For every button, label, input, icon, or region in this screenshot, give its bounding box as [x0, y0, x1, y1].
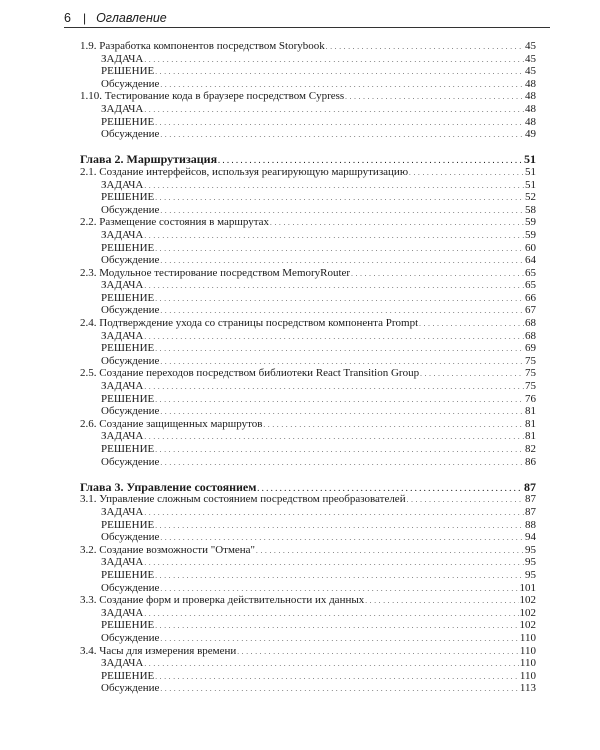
- dot-leader: [144, 229, 524, 243]
- toc-subsection[interactable]: [80, 670, 536, 683]
- chapter-gap: [80, 468, 536, 481]
- toc-entry-page: 51: [525, 178, 536, 191]
- toc-entry-label: Обсуждение: [101, 77, 160, 90]
- toc-entry-label: ЗАДАЧА: [101, 228, 144, 241]
- toc-subsection[interactable]: [80, 53, 536, 66]
- toc-entry-label: 3.3. Создание форм и проверка действительности их данных: [80, 594, 365, 607]
- toc-entry-label: ЗАДАЧА: [101, 606, 144, 619]
- toc-entry-page: 110: [519, 631, 536, 644]
- toc-entry-page: 51: [524, 152, 536, 167]
- dot-leader: [155, 393, 524, 407]
- toc-entry-label: ЗАДАЧА: [101, 556, 144, 569]
- dot-leader: [420, 367, 524, 381]
- dot-leader: [160, 355, 524, 369]
- toc-entry-page: 45: [525, 40, 536, 52]
- toc-subsection[interactable]: [80, 128, 536, 141]
- toc-entry-page: 60: [525, 241, 536, 254]
- toc-subsection[interactable]: [80, 456, 536, 469]
- toc-entry-page: 51: [525, 165, 536, 178]
- dot-leader: [155, 292, 524, 306]
- toc-chapter[interactable]: [80, 153, 536, 166]
- dot-leader: [155, 116, 524, 130]
- dot-leader: [155, 519, 524, 533]
- toc-entry-page: 95: [525, 543, 536, 556]
- toc-subsection[interactable]: [80, 292, 536, 305]
- toc-entry-page: 102: [519, 606, 536, 619]
- dot-leader: [155, 342, 524, 356]
- toc-subsection[interactable]: [80, 619, 536, 632]
- toc-entry-label: 1.10. Тестирование кода в браузере посредством Cypress: [80, 90, 345, 103]
- toc-subsection[interactable]: [80, 229, 536, 242]
- toc-subsection[interactable]: [80, 582, 536, 595]
- dot-leader: [144, 556, 524, 570]
- toc-entry-page: 52: [525, 191, 536, 204]
- toc-section[interactable]: [80, 166, 536, 179]
- toc-subsection[interactable]: [80, 78, 536, 91]
- toc-subsection[interactable]: [80, 380, 536, 393]
- toc-section[interactable]: [80, 594, 536, 607]
- toc-entry-page: 66: [525, 291, 536, 304]
- running-header: [64, 9, 550, 26]
- toc-entry-label: РЕШЕНИЕ: [101, 342, 155, 355]
- toc-subsection[interactable]: [80, 430, 536, 443]
- toc-entry-label: РЕШЕНИЕ: [101, 65, 155, 78]
- toc-section[interactable]: [80, 418, 536, 431]
- toc-section[interactable]: [80, 493, 536, 506]
- dot-leader: [160, 582, 518, 596]
- toc-subsection[interactable]: [80, 103, 536, 116]
- toc-entry-page: 95: [525, 568, 536, 581]
- dot-leader: [155, 443, 524, 457]
- toc-entry-label: РЕШЕНИЕ: [101, 619, 155, 632]
- header-separator: |: [82, 10, 87, 25]
- toc-entry-label: 3.1. Управление сложным состоянием посредством преобразователей: [80, 493, 406, 506]
- toc-entry-label: РЕШЕНИЕ: [101, 191, 155, 204]
- toc-entry-label: ЗАДАЧА: [101, 178, 144, 191]
- toc-subsection[interactable]: [80, 254, 536, 267]
- dot-leader: [160, 128, 524, 142]
- toc-entry-label: 2.6. Создание защищенных маршрутов: [80, 417, 263, 430]
- dot-leader: [256, 544, 524, 558]
- toc-entry-label: ЗАДАЧА: [101, 430, 144, 443]
- toc-entry-page: 86: [525, 455, 536, 468]
- dot-leader: [160, 632, 519, 646]
- toc-subsection[interactable]: [80, 330, 536, 343]
- dot-leader: [155, 65, 524, 79]
- toc-entry-page: 65: [525, 266, 536, 279]
- toc-entry-label: Обсуждение: [101, 581, 160, 594]
- dot-leader: [419, 317, 524, 331]
- toc-subsection[interactable]: [80, 657, 536, 670]
- toc-entry-page: 64: [525, 254, 536, 267]
- toc-entry-page: 102: [519, 619, 536, 632]
- dot-leader: [160, 254, 524, 268]
- toc-entry-label: Обсуждение: [101, 354, 160, 367]
- dot-leader: [160, 304, 524, 318]
- toc-entry-label: Обсуждение: [101, 455, 160, 468]
- dot-leader: [155, 191, 524, 205]
- toc-chapter[interactable]: [80, 481, 536, 494]
- dot-leader: [144, 179, 524, 193]
- toc-entry-label: ЗАДАЧА: [101, 505, 144, 518]
- toc-entry-page: 75: [525, 367, 536, 380]
- toc-entry-label: РЕШЕНИЕ: [101, 518, 155, 531]
- dot-leader: [144, 53, 524, 67]
- toc-entry-page: 68: [525, 329, 536, 342]
- toc-section[interactable]: [80, 544, 536, 557]
- toc-entry-page: 48: [525, 77, 536, 90]
- toc-entry-page: 95: [525, 556, 536, 569]
- toc-subsection[interactable]: [80, 65, 536, 78]
- toc-entry-label: 2.5. Создание переходов посредством библиотеки React Transition Group: [80, 367, 420, 380]
- toc-entry-page: 76: [525, 392, 536, 405]
- dot-leader: [155, 670, 519, 684]
- dot-leader: [237, 645, 519, 659]
- toc-entry-label: 2.1. Создание интерфейсов, используя реагирующую маршрутизацию: [80, 165, 409, 178]
- toc-section[interactable]: [80, 216, 536, 229]
- dot-leader: [144, 279, 524, 293]
- toc-entry-page: 45: [525, 52, 536, 65]
- header-title: Оглавление: [96, 10, 167, 25]
- toc-entry-label: РЕШЕНИЕ: [101, 568, 155, 581]
- dot-leader: [144, 103, 524, 117]
- toc-entry-label: РЕШЕНИЕ: [101, 392, 155, 405]
- toc-entry-page: 81: [525, 405, 536, 418]
- toc-entry-label: Глава 2. Маршрутизация: [80, 152, 218, 167]
- toc-section[interactable]: [80, 40, 536, 53]
- dot-leader: [270, 216, 524, 230]
- page-number: 6: [64, 10, 71, 25]
- toc-entry-page: 59: [525, 216, 536, 229]
- toc-subsection[interactable]: [80, 204, 536, 217]
- toc-subsection[interactable]: [80, 607, 536, 620]
- toc-entry-page: 88: [525, 518, 536, 531]
- toc-section[interactable]: [80, 267, 536, 280]
- toc-entry-label: ЗАДАЧА: [101, 52, 144, 65]
- toc-subsection[interactable]: [80, 506, 536, 519]
- toc-entry-label: Обсуждение: [101, 254, 160, 267]
- toc-entry-page: 110: [519, 669, 536, 682]
- toc-subsection[interactable]: [80, 342, 536, 355]
- dot-leader: [351, 267, 524, 281]
- toc-subsection[interactable]: [80, 191, 536, 204]
- dot-leader: [160, 204, 524, 218]
- dot-leader: [144, 330, 524, 344]
- toc-entry-label: 2.4. Подтверждение ухода со страницы посредством компонента Prompt: [80, 317, 419, 330]
- toc-entry-label: ЗАДАЧА: [101, 279, 144, 292]
- toc-entry-page: 81: [525, 430, 536, 443]
- toc-subsection[interactable]: [80, 242, 536, 255]
- dot-leader: [144, 607, 518, 621]
- toc-subsection[interactable]: [80, 304, 536, 317]
- toc-entry-page: 94: [525, 531, 536, 544]
- toc-entry-label: РЕШЕНИЕ: [101, 669, 155, 682]
- toc-entry-page: 87: [524, 479, 536, 494]
- toc-entry-label: ЗАДАЧА: [101, 657, 144, 670]
- toc-subsection[interactable]: [80, 569, 536, 582]
- toc-entry-page: 45: [525, 65, 536, 78]
- toc-subsection[interactable]: [80, 405, 536, 418]
- toc-entry-label: 2.3. Модульное тестирование посредством MemoryRouter: [80, 266, 351, 279]
- toc-entry-page: 81: [525, 417, 536, 430]
- toc-entry-page: 110: [519, 657, 536, 670]
- toc-entry-label: 3.4. Часы для измерения времени: [80, 644, 237, 657]
- toc-entry-page: 101: [519, 581, 536, 594]
- toc-section[interactable]: [80, 90, 536, 103]
- toc-subsection[interactable]: [80, 682, 536, 695]
- table-of-contents: [80, 40, 536, 695]
- toc-entry-label: ЗАДАЧА: [101, 102, 144, 115]
- dot-leader: [160, 405, 524, 419]
- toc-entry-label: Обсуждение: [101, 304, 160, 317]
- toc-subsection[interactable]: [80, 179, 536, 192]
- toc-entry-page: 68: [525, 317, 536, 330]
- dot-leader: [160, 78, 524, 92]
- toc-entry-page: 82: [525, 443, 536, 455]
- toc-entry-page: 75: [525, 354, 536, 367]
- toc-section[interactable]: [80, 367, 536, 380]
- toc-entry-page: 113: [519, 682, 536, 695]
- dot-leader: [160, 682, 519, 696]
- toc-entry-page: 59: [525, 228, 536, 241]
- toc-subsection[interactable]: [80, 116, 536, 129]
- toc-entry-page: 75: [525, 380, 536, 393]
- dot-leader: [407, 493, 524, 507]
- toc-subsection[interactable]: [80, 519, 536, 532]
- toc-entry-label: Обсуждение: [101, 128, 160, 141]
- toc-entry-label: ЗАДАЧА: [101, 329, 144, 342]
- toc-entry-page: 110: [519, 644, 536, 657]
- dot-leader: [160, 531, 524, 545]
- toc-entry-page: 48: [525, 115, 536, 128]
- toc-entry-label: Обсуждение: [101, 405, 160, 418]
- toc-entry-label: Обсуждение: [101, 203, 160, 216]
- dot-leader: [155, 242, 524, 256]
- toc-subsection[interactable]: [80, 556, 536, 569]
- toc-entry-label: РЕШЕНИЕ: [101, 115, 155, 128]
- toc-subsection[interactable]: [80, 531, 536, 544]
- toc-entry-label: РЕШЕНИЕ: [101, 241, 155, 254]
- toc-entry-page: 87: [525, 505, 536, 518]
- dot-leader: [345, 90, 524, 104]
- dot-leader: [155, 619, 518, 633]
- toc-entry-label: Обсуждение: [101, 531, 160, 544]
- toc-entry-page: 49: [525, 128, 536, 141]
- toc-subsection[interactable]: [80, 443, 536, 456]
- toc-entry-label: ЗАДАЧА: [101, 380, 144, 393]
- dot-leader: [409, 166, 524, 180]
- dot-leader: [144, 430, 524, 444]
- dot-leader: [160, 456, 524, 470]
- toc-entry-label: РЕШЕНИЕ: [101, 291, 155, 304]
- toc-entry-page: 58: [525, 203, 536, 216]
- toc-entry-page: 48: [525, 102, 536, 115]
- toc-entry-page: 48: [525, 90, 536, 103]
- dot-leader: [144, 506, 524, 520]
- toc-entry-label: Обсуждение: [101, 631, 160, 644]
- toc-entry-label: Обсуждение: [101, 682, 160, 695]
- header-rule: [64, 27, 550, 28]
- toc-entry-page: 102: [519, 594, 536, 607]
- toc-subsection[interactable]: [80, 355, 536, 368]
- toc-entry-page: 87: [525, 493, 536, 506]
- dot-leader: [365, 594, 518, 608]
- toc-entry-label: 3.2. Создание возможности "Отмена": [80, 543, 256, 556]
- toc-entry-page: 67: [525, 304, 536, 317]
- toc-section[interactable]: [80, 317, 536, 330]
- toc-section[interactable]: [80, 645, 536, 658]
- toc-subsection[interactable]: [80, 393, 536, 406]
- dot-leader: [326, 40, 524, 54]
- toc-entry-label: 1.9. Разработка компонентов посредством Storybook: [80, 40, 325, 52]
- toc-entry-label: 2.2. Размещение состояния в маршрутах: [80, 216, 270, 229]
- toc-entry-label: РЕШЕНИЕ: [101, 443, 155, 455]
- toc-entry-page: 65: [525, 279, 536, 292]
- dot-leader: [155, 569, 524, 583]
- toc-subsection[interactable]: [80, 632, 536, 645]
- toc-entry-label: Глава 3. Управление состоянием: [80, 479, 257, 494]
- dot-leader: [144, 657, 519, 671]
- toc-subsection[interactable]: [80, 279, 536, 292]
- toc-entry-page: 69: [525, 342, 536, 355]
- dot-leader: [144, 380, 524, 394]
- dot-leader: [263, 418, 524, 432]
